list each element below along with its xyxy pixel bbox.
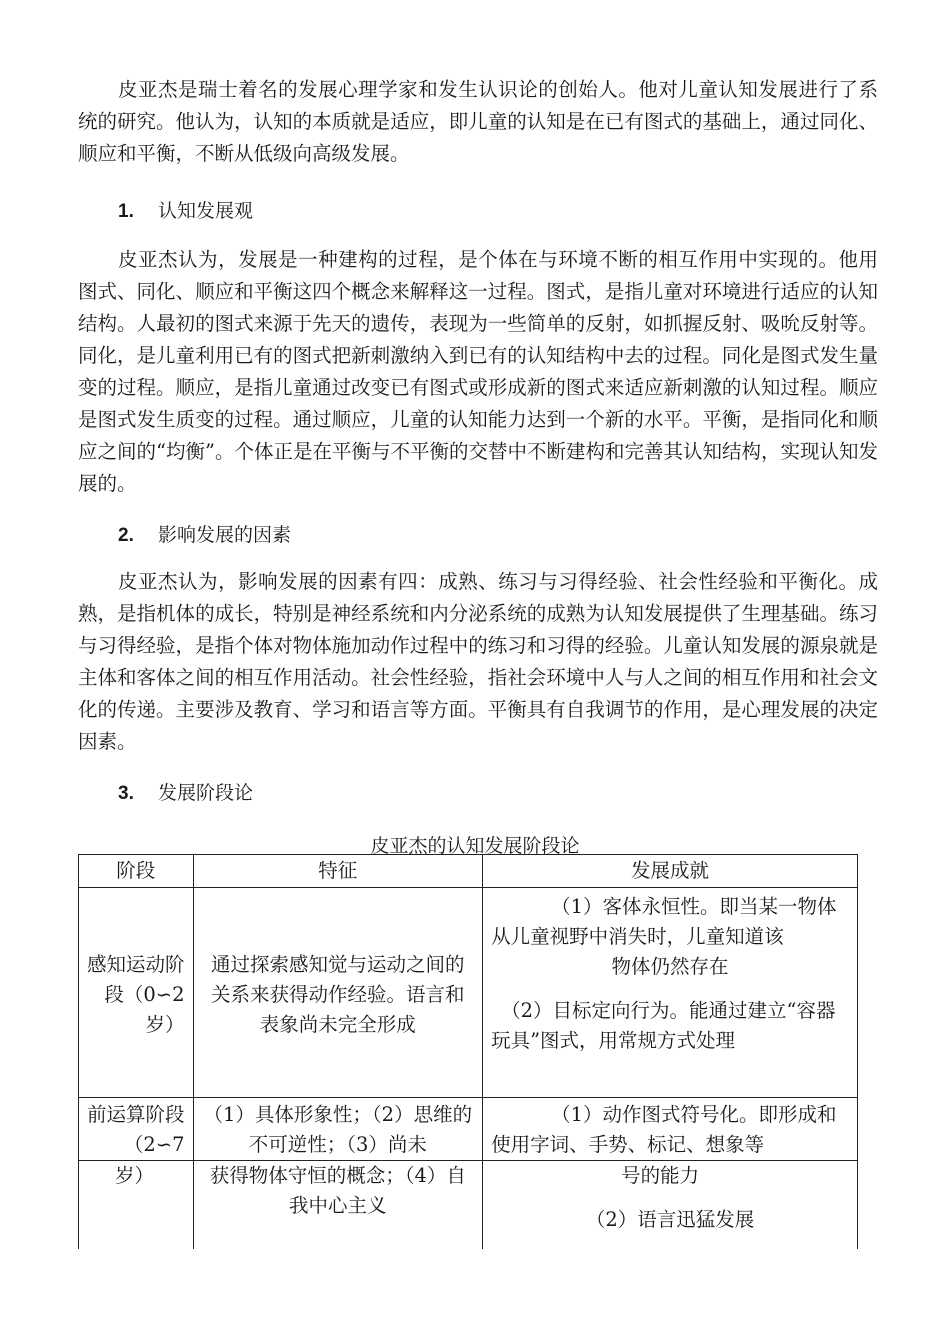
table-row xyxy=(79,1161,858,1249)
achievement-item: （2）目标定向行为。能通过建立“容器玩具”图式，用常规方式处理 xyxy=(491,999,836,1052)
header-feature: 特征 xyxy=(193,855,483,888)
table-row xyxy=(79,888,858,1098)
achievement-cell xyxy=(483,888,858,1098)
feature-cell: 通过探索感知觉与运动之间的关系来获得动作经验。语言和表象尚未完全形成 xyxy=(193,888,483,1098)
stages-table xyxy=(78,854,858,1249)
header-stage: 阶段 xyxy=(79,855,194,888)
table-row xyxy=(79,1098,858,1161)
table-header-row xyxy=(79,855,858,888)
intro-paragraph: 皮亚杰是瑞士着名的发展心理学家和发生认识论的创始人。他对儿童认知发展进行了系统的研究。他认为，认知的本质就是适应，即儿童的认知是在已有图式的基础上，通过同化、顺应和平衡，不断从低级向高级发展。 xyxy=(78,78,878,165)
section-2-heading xyxy=(118,520,291,547)
section-1-body: 皮亚杰认为，发展是一种建构的过程，是个体在与环境不断的相互作用中实现的。他用图式、同化、顺应和平衡这四个概念来解释这一过程。图式，是指儿童对环境进行适应的认知结构。人最初的图式来源于先天的遗传，表现为一些简单的反射，如抓握反射、吸吮反射等。同化，是儿童利用已有的图式把新刺激纳入到已有的认知结构中去的过程。同化是图式发生量变的过程。顺应，是指儿童通过改变已有图式或形成新的图式来适应新刺激的认知过程。顺应是图式发生质变的过程。通过顺应，儿童的认知能力达到一个新的水平。平衡，是指同化和顺应之间的“均衡”。个体正是在平衡与不平衡的交替中不断建构和完善其认知结构，实现认知发展的。 xyxy=(78,248,878,495)
feature-cell: （1）具体形象性；（2）思维的不可逆性；（3）尚未 xyxy=(193,1098,483,1161)
section-1-heading xyxy=(118,196,253,223)
section-2-number: 2. xyxy=(118,525,134,546)
section-2-title: 影响发展的因素 xyxy=(158,524,292,546)
table-caption: 皮亚杰的认知发展阶段论 xyxy=(370,835,580,857)
achievement-item: 物体仍然存在 xyxy=(611,955,729,978)
achievement-cell xyxy=(483,1161,858,1249)
stage-cell: 感知运动阶段（0∽2岁） xyxy=(79,888,194,1098)
achievement-cell: （1）动作图式符号化。即形成和使用字词、手势、标记、想象等 xyxy=(483,1098,858,1161)
section-3-number: 3. xyxy=(118,783,134,804)
section-2-body: 皮亚杰认为，影响发展的因素有四：成熟、练习与习得经验、社会性经验和平衡化。成熟，是指机体的成长，特别是神经系统和内分泌系统的成熟为认知发展提供了生理基础。练习与习得经验，是指个体对物体施加动作过程中的练习和习得的经验。儿童认知发展的源泉就是主体和客体之间的相互作用活动。社会性经验，指社会环境中人与人之间的相互作用和社会文化的传递。主要涉及教育、学习和语言等方面。平衡具有自我调节的作用，是心理发展的决定因素。 xyxy=(78,570,878,753)
section-1-number: 1. xyxy=(118,201,134,222)
header-achievement: 发展成就 xyxy=(483,855,858,888)
achievement-item: 号的能力 xyxy=(621,1164,700,1187)
stage-cell: 前运算阶段（2∽7 xyxy=(79,1098,194,1161)
stage-cell: 岁） xyxy=(79,1161,194,1249)
section-3-title: 发展阶段论 xyxy=(158,782,254,804)
achievement-item: （1）客体永恒性。即当某一物体从儿童视野中消失时，儿童知道该 xyxy=(491,895,837,948)
section-1-title: 认知发展观 xyxy=(158,200,254,222)
feature-cell: 获得物体守恒的概念；（4）自我中心主义 xyxy=(193,1161,483,1249)
section-3-heading xyxy=(118,778,253,805)
achievement-item: （2）语言迅猛发展 xyxy=(585,1208,755,1231)
